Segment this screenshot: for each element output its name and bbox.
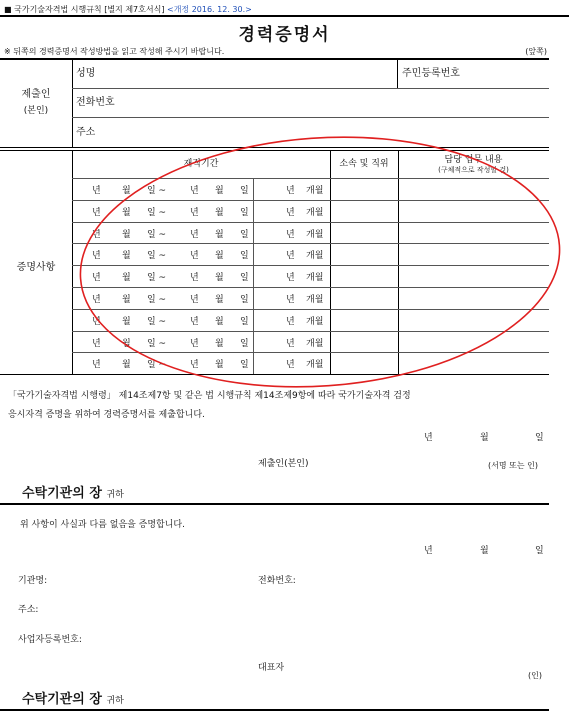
period-y2-field[interactable]: 년 xyxy=(190,186,199,196)
resident-number-field[interactable]: 주민등록번호 xyxy=(402,68,460,79)
submitter-label: 제출인 (본인) xyxy=(21,89,51,116)
proof-label: 증명사항 xyxy=(16,262,56,273)
submitter-sign-label: 제출인(본인) xyxy=(258,459,309,469)
period-y1-field[interactable]: 년 xyxy=(92,229,101,240)
row-divider xyxy=(72,287,549,288)
row-divider xyxy=(72,200,549,201)
period-m2-field[interactable]: 월 xyxy=(215,338,224,349)
period-mm-field[interactable]: 개월 xyxy=(306,316,324,327)
period-y1-field[interactable]: 년 xyxy=(92,316,101,327)
period-y2-field[interactable]: 년 xyxy=(190,360,199,371)
period-y1-field[interactable]: 년 xyxy=(92,251,101,262)
period-mm-field[interactable]: 개월 xyxy=(306,360,324,371)
period-mm-field[interactable]: 개월 xyxy=(306,295,324,305)
period-m1-field[interactable]: 월 xyxy=(122,273,131,284)
period-y2-field[interactable]: 년 xyxy=(190,229,199,240)
form-header xyxy=(4,4,252,15)
revision-note: <개정 2016. 12. 30.> xyxy=(167,5,252,14)
period-m2-field[interactable]: 월 xyxy=(215,273,224,284)
period-y2-field[interactable]: 년 xyxy=(190,316,199,327)
period-y1-field[interactable]: 년 xyxy=(92,186,101,196)
period-m2-field[interactable]: 월 xyxy=(215,229,224,240)
page-side-label: (앞쪽) xyxy=(525,47,547,56)
period-d1-field[interactable]: 일 ~ xyxy=(147,338,167,349)
period-d2-field[interactable]: 일 xyxy=(240,251,249,262)
period-yy-field[interactable]: 년 xyxy=(286,316,295,327)
period-m2-field[interactable]: 월 xyxy=(215,186,224,196)
col-position-header: 소속 및 직위 xyxy=(339,159,389,169)
period-y2-field[interactable]: 년 xyxy=(190,295,199,305)
institution-address-field[interactable]: 주소: xyxy=(18,605,39,615)
addressee-2: 수탁기관의 장 귀하 xyxy=(22,692,124,707)
period-yy-field[interactable]: 년 xyxy=(286,273,295,284)
period-d1-field[interactable]: 일 ~ xyxy=(147,229,167,240)
page-title: 경력증명서 xyxy=(238,25,331,45)
institution-phone-field[interactable]: 전화번호: xyxy=(258,576,296,586)
period-y2-field[interactable]: 년 xyxy=(190,251,199,262)
period-d2-field[interactable]: 일 xyxy=(240,360,249,371)
period-mm-field[interactable]: 개월 xyxy=(306,273,324,284)
period-yy-field[interactable]: 년 xyxy=(286,229,295,240)
row-divider xyxy=(72,222,549,223)
period-d2-field[interactable]: 일 xyxy=(240,295,249,305)
period-d2-field[interactable]: 일 xyxy=(240,316,249,327)
period-m1-field[interactable]: 월 xyxy=(122,295,131,305)
phone-field[interactable]: 전화번호 xyxy=(76,97,115,108)
period-y1-field[interactable]: 년 xyxy=(92,295,101,305)
address-field[interactable]: 주소 xyxy=(76,127,96,138)
period-m1-field[interactable]: 월 xyxy=(122,316,131,327)
period-d2-field[interactable]: 일 xyxy=(240,229,249,240)
period-d1-field[interactable]: 일 ~ xyxy=(147,316,167,327)
period-mm-field[interactable]: 개월 xyxy=(306,338,324,349)
period-y1-field[interactable]: 년 xyxy=(92,207,101,218)
period-mm-field[interactable]: 개월 xyxy=(306,229,324,240)
date2-year[interactable]: 년 xyxy=(424,546,433,556)
seal-mark[interactable]: (인) xyxy=(528,671,542,680)
row-divider xyxy=(72,331,549,332)
period-y2-field[interactable]: 년 xyxy=(190,338,199,349)
period-m1-field[interactable]: 월 xyxy=(122,251,131,262)
name-field[interactable]: 성명 xyxy=(76,68,96,79)
statement-line-1: 「국가기술자격법 시행령」 제14조제7항 및 같은 법 시행규칙 제14조제9항에 따라 국가기술자격 검정 xyxy=(8,391,411,401)
period-yy-field[interactable]: 년 xyxy=(286,295,295,305)
period-yy-field[interactable]: 년 xyxy=(286,338,295,349)
period-m2-field[interactable]: 월 xyxy=(215,360,224,371)
date-day[interactable]: 일 xyxy=(535,433,544,443)
sign-or-seal[interactable]: (서명 또는 인) xyxy=(488,461,538,470)
period-m1-field[interactable]: 월 xyxy=(122,360,131,371)
date-month[interactable]: 월 xyxy=(480,433,489,443)
period-m2-field[interactable]: 월 xyxy=(215,316,224,327)
period-d1-field[interactable]: 일 ~ xyxy=(147,273,167,284)
period-y1-field[interactable]: 년 xyxy=(92,360,101,371)
bullet-icon: ■ xyxy=(4,5,12,14)
law-reference: 국가기술자격법 시행규칙 [별지 제7호서식] xyxy=(14,5,165,14)
period-yy-field[interactable]: 년 xyxy=(286,360,295,371)
period-y1-field[interactable]: 년 xyxy=(92,338,101,349)
period-d1-field[interactable]: 일 ~ xyxy=(147,295,167,305)
instruction-note: ※ 뒤쪽의 경력증명서 작성방법을 읽고 작성해 주시기 바랍니다. xyxy=(4,47,225,56)
date2-month[interactable]: 월 xyxy=(480,546,489,556)
period-m2-field[interactable]: 월 xyxy=(215,295,224,305)
date-year[interactable]: 년 xyxy=(424,433,433,443)
period-m1-field[interactable]: 월 xyxy=(122,186,131,196)
period-y2-field[interactable]: 년 xyxy=(190,207,199,218)
period-m2-field[interactable]: 월 xyxy=(215,207,224,218)
period-d1-field[interactable]: 일 ~ xyxy=(147,207,167,218)
col-period-header: 재직기간 xyxy=(183,159,219,169)
business-number-field[interactable]: 사업자등록번호: xyxy=(18,635,82,645)
period-mm-field[interactable]: 개월 xyxy=(306,251,324,262)
period-d2-field[interactable]: 일 xyxy=(240,338,249,349)
institution-name-field[interactable]: 기관명: xyxy=(18,576,48,586)
period-mm-field[interactable]: 개월 xyxy=(306,186,324,196)
period-d1-field[interactable]: 일 ~ xyxy=(147,360,167,371)
period-yy-field[interactable]: 년 xyxy=(286,207,295,218)
statement-line-2: 응시자격 증명을 위하여 경력증명서를 제출합니다. xyxy=(8,410,205,420)
period-d2-field[interactable]: 일 xyxy=(240,273,249,284)
period-d1-field[interactable]: 일 ~ xyxy=(147,186,167,196)
period-d1-field[interactable]: 일 ~ xyxy=(147,251,167,262)
row-divider xyxy=(72,352,549,353)
certify-statement: 위 사항이 사실과 다름 없음을 증명합니다. xyxy=(20,520,185,530)
period-d2-field[interactable]: 일 xyxy=(240,186,249,196)
addressee-1: 수탁기관의 장 귀하 xyxy=(22,486,124,501)
period-m1-field[interactable]: 월 xyxy=(122,229,131,240)
period-y2-field[interactable]: 년 xyxy=(190,273,199,284)
period-m1-field[interactable]: 월 xyxy=(122,207,131,218)
period-mm-field[interactable]: 개월 xyxy=(306,207,324,218)
period-yy-field[interactable]: 년 xyxy=(286,186,295,196)
period-m2-field[interactable]: 월 xyxy=(215,251,224,262)
period-m1-field[interactable]: 월 xyxy=(122,338,131,349)
col-duty-header: 담당 업무 내용 (구체적으로 작성할 것) xyxy=(438,155,509,174)
row-divider xyxy=(72,265,549,266)
row-divider xyxy=(72,309,549,310)
row-divider xyxy=(72,243,549,244)
period-yy-field[interactable]: 년 xyxy=(286,251,295,262)
representative-field[interactable]: 대표자 xyxy=(258,663,285,673)
period-y1-field[interactable]: 년 xyxy=(92,273,101,284)
period-d2-field[interactable]: 일 xyxy=(240,207,249,218)
date2-day[interactable]: 일 xyxy=(535,546,544,556)
